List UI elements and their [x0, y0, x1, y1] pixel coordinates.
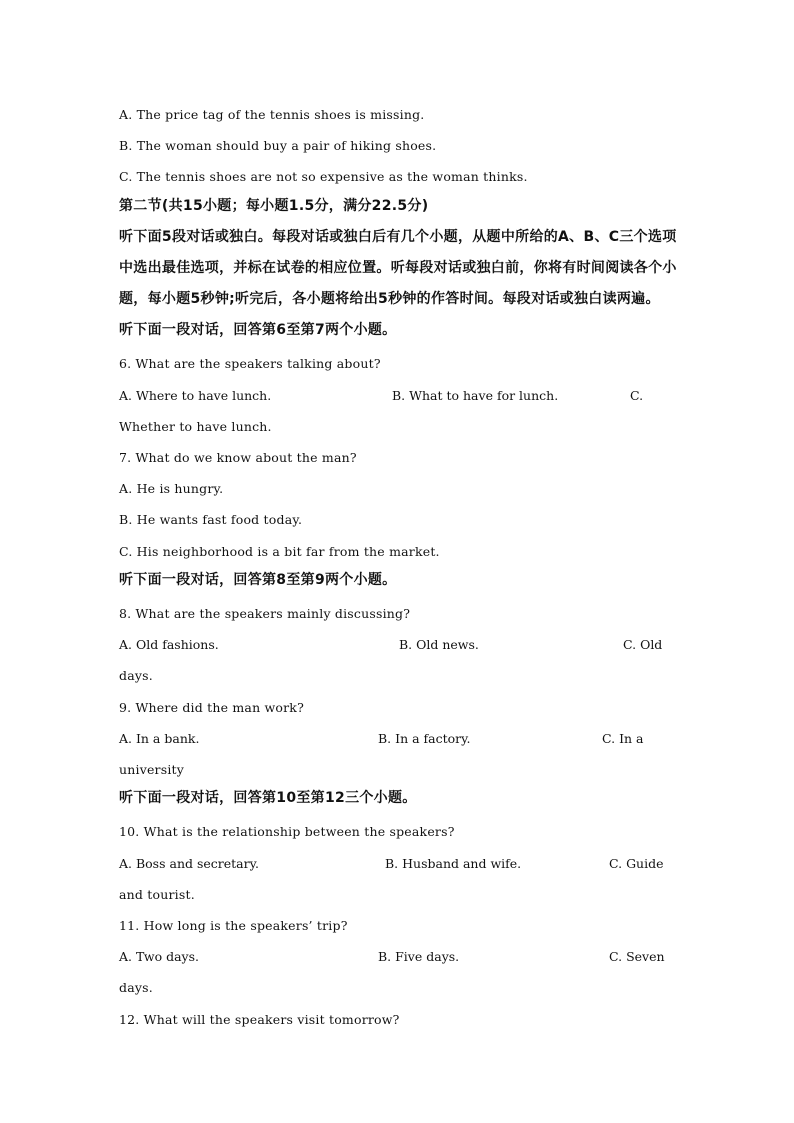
question-6-option-c-cont: Whether to have lunch. — [119, 419, 272, 434]
question-6-option-b: B. What to have for lunch. — [392, 388, 559, 403]
question-8-option-a: A. Old fashions. — [119, 637, 219, 652]
question-7: 7. What do we know about the man? — [119, 450, 357, 465]
question-11-option-c-cont: days. — [119, 980, 153, 995]
question-8-option-b: B. Old news. — [399, 637, 479, 652]
group-heading: 听下面一段对话，回答第10至第12三个小题。 — [119, 790, 417, 806]
question-7-option-b: B. He wants fast food today. — [119, 512, 303, 527]
question-10-option-a: A. Boss and secretary. — [119, 856, 259, 871]
question-12: 12. What will the speakers visit tomorrow? — [119, 1012, 400, 1027]
group-heading: 听下面一段对话，回答第6至第7两个小题。 — [119, 322, 397, 338]
instruction-line: 题，每小题5秒钟;听完后，各小题将给出5秒钟的作答时间。每段对话或独白读两遍。 — [119, 291, 660, 307]
section-title: 第二节(共15小题；每小题1.5分，满分22.5分) — [119, 198, 429, 214]
question-11-option-a: A. Two days. — [119, 949, 199, 964]
question-10: 10. What is the relationship between the speakers? — [119, 824, 455, 839]
question-6-option-c: C. — [630, 388, 644, 403]
option-line: A. The price tag of the tennis shoes is missing. — [119, 107, 425, 122]
question-9: 9. Where did the man work? — [119, 700, 304, 715]
option-line: B. The woman should buy a pair of hiking shoes. — [119, 138, 437, 153]
question-8: 8. What are the speakers mainly discussing? — [119, 606, 411, 621]
question-9-option-a: A. In a bank. — [119, 731, 200, 746]
question-10-option-c-cont: and tourist. — [119, 887, 195, 902]
question-7-option-c: C. His neighborhood is a bit far from the market. — [119, 544, 440, 559]
question-6-option-a: A. Where to have lunch. — [119, 388, 272, 403]
question-9-option-c: C. In a — [602, 731, 644, 746]
question-7-option-a: A. He is hungry. — [119, 481, 224, 496]
question-11: 11. How long is the speakers’ trip? — [119, 918, 348, 933]
question-11-option-b: B. Five days. — [378, 949, 460, 964]
option-line: C. The tennis shoes are not so expensive as the woman thinks. — [119, 169, 528, 184]
question-6: 6. What are the speakers talking about? — [119, 356, 381, 371]
question-8-option-c: C. Old — [623, 637, 663, 652]
question-11-option-c: C. Seven — [609, 949, 665, 964]
group-heading: 听下面一段对话，回答第8至第9两个小题。 — [119, 572, 397, 588]
question-9-option-c-cont: university — [119, 762, 185, 777]
instruction-line: 中选出最佳选项，并标在试卷的相应位置。听每段对话或独白前，你将有时间阅读各个小 — [119, 260, 677, 276]
question-10-option-c: C. Guide — [609, 856, 664, 871]
question-10-option-b: B. Husband and wife. — [385, 856, 522, 871]
question-9-option-b: B. In a factory. — [378, 731, 471, 746]
instruction-line: 听下面5段对话或独白。每段对话或独白后有几个小题，从题中所给的A、B、C三个选项 — [119, 229, 677, 245]
question-8-option-c-cont: days. — [119, 668, 153, 683]
